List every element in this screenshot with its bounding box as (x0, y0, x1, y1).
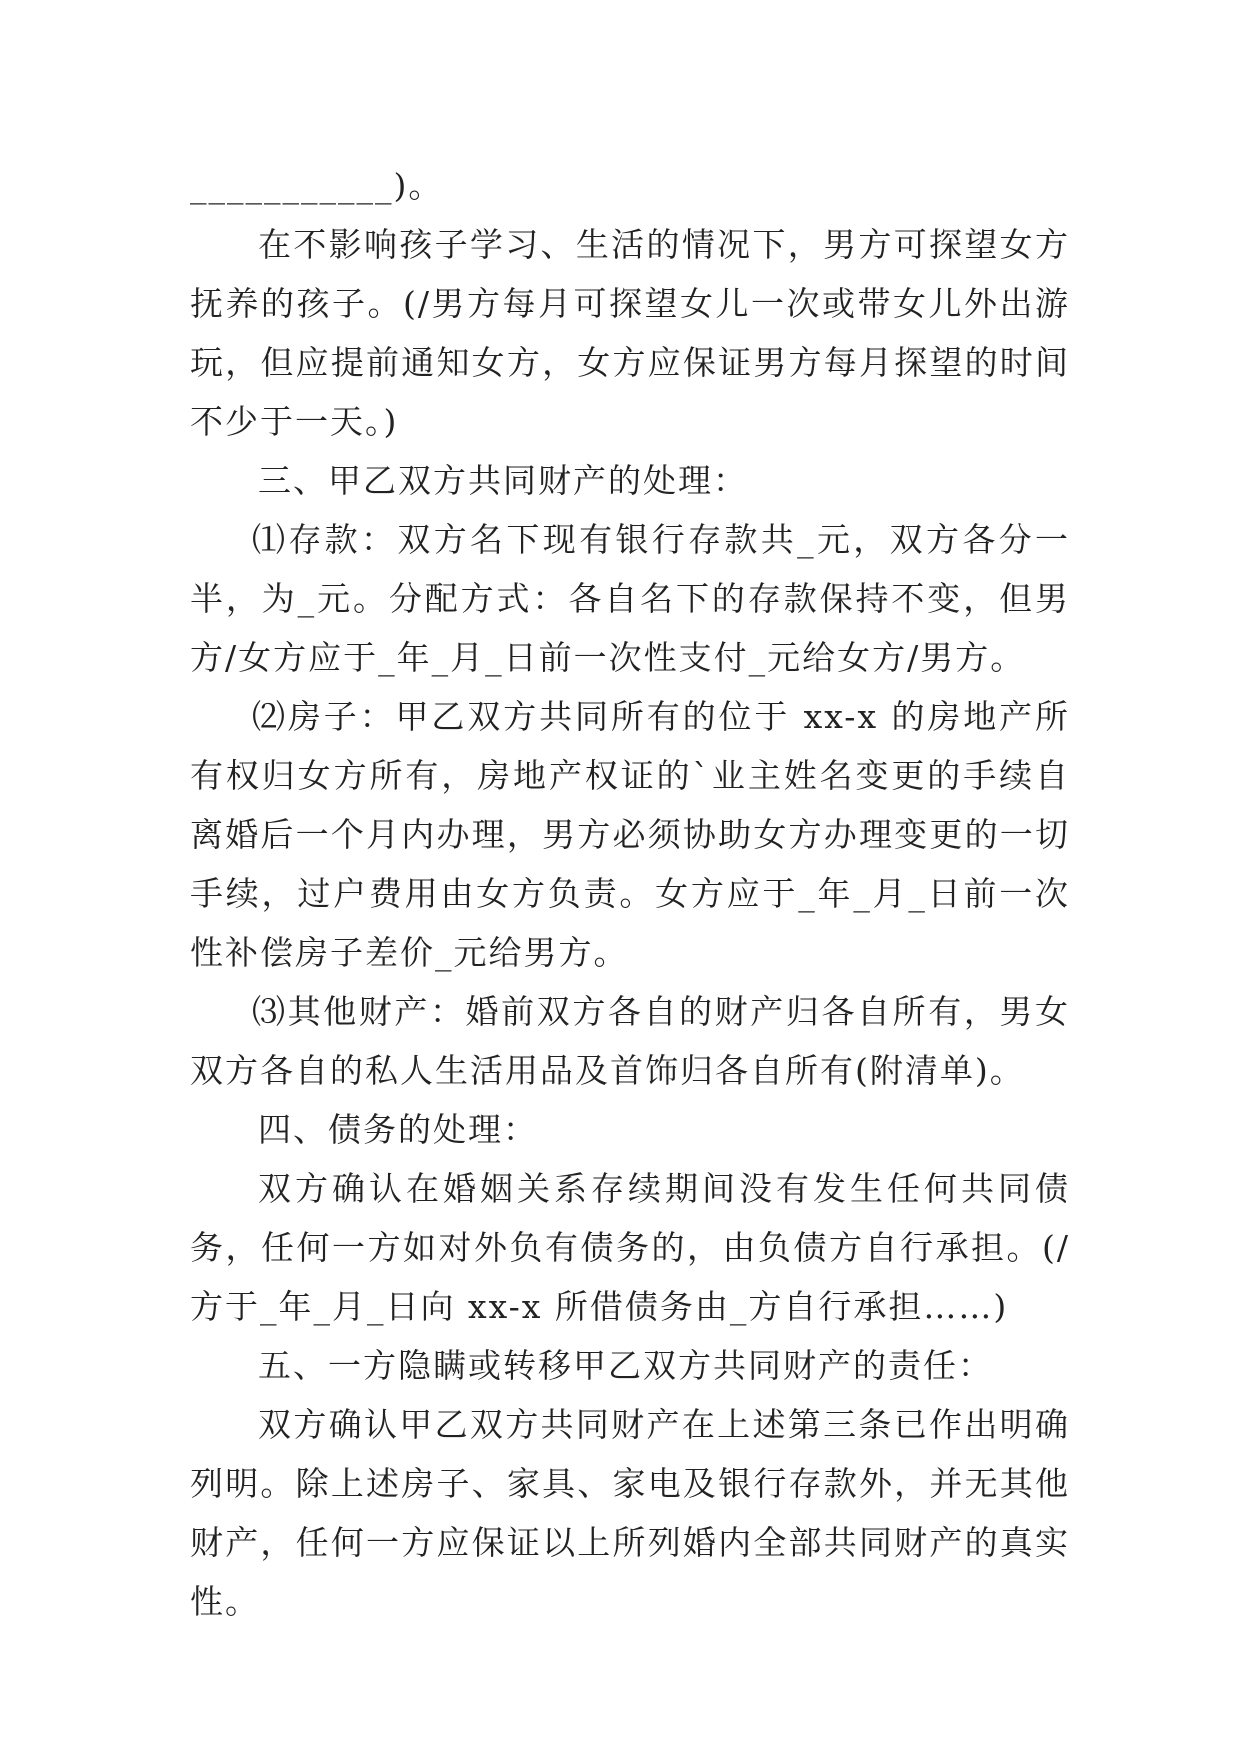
paragraph-concealment: 双方确认甲乙双方共同财产在上述第三条已作出明确列明。除上述房子、家具、家电及银行存款外，并无其他财产，任何一方应保证以上所列婚内全部共同财产的真实性。 (190, 1405, 1070, 1621)
paragraph-visitation: 在不影响孩子学习、生活的情况下，男方可探望女方抚养的孩子。(/男方每月可探望女儿一次或带女儿外出游玩，但应提前通知女方，女方应保证男方每月探望的时间不少于一天。) (190, 225, 1070, 441)
section-heading-property: 三、甲乙双方共同财产的处理： (258, 461, 748, 500)
paragraph-house: ⑵房子：甲乙双方共同所有的位于 xx-x 的房地产所有权归女方所有，房地产权证的`业主姓名变更的手续自离婚后一个月内办理，男方必须协助女方办理变更的一切手续，过户费用由女方负责。女方应于_年_月_日前一次性补偿房子差价_元给男方。 (190, 697, 1070, 972)
section-heading-concealment: 五、一方隐瞒或转移甲乙双方共同财产的责任： (258, 1346, 993, 1385)
paragraph-deposits: ⑴存款：双方名下现有银行存款共_元，双方各分一半，为_元。分配方式：各自名下的存款保持不变，但男方/女方应于_年_月_日前一次性支付_元给女方/男方。 (190, 520, 1070, 677)
paragraph-other-property: ⑶其他财产：婚前双方各自的财产归各自所有，男女双方各自的私人生活用品及首饰归各自所有(附清单)。 (190, 992, 1070, 1090)
paragraph-debts: 双方确认在婚姻关系存续期间没有发生任何共同债务，任何一方如对外负有债务的，由负债方自行承担。(/方于_年_月_日向 xx-x 所借债务由_方自行承担……) (190, 1169, 1070, 1326)
section-heading-debts: 四、债务的处理： (258, 1110, 538, 1149)
paragraph-blank-closing: ___________)。 (190, 166, 444, 205)
document-body (190, 156, 1070, 1631)
